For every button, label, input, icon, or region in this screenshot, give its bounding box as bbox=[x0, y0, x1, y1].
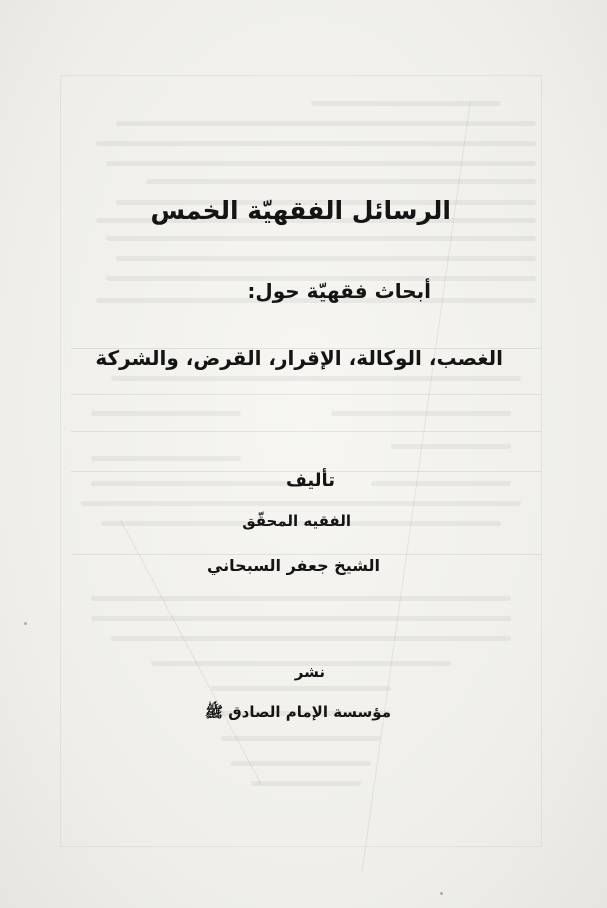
book-title: الرسائل الفقهيّة الخمس bbox=[150, 196, 451, 225]
paper-speck bbox=[440, 892, 443, 895]
book-subtitle: أبحاث فقهيّة حول: bbox=[247, 279, 431, 303]
book-topics: الغصب، الوكالة، الإقرار، القرض، والشركة bbox=[95, 346, 503, 370]
publisher-label: نشر bbox=[294, 663, 325, 681]
publisher-name: مؤسسة الإمام الصادق ﷺ bbox=[204, 703, 391, 721]
paper-speck bbox=[24, 622, 27, 625]
author-label: تأليف bbox=[285, 470, 335, 491]
author-title: الفقيه المحقّق bbox=[242, 512, 351, 530]
reverse-side-show-through bbox=[60, 75, 542, 847]
author-name: الشيخ جعفر السبحاني bbox=[206, 556, 380, 575]
